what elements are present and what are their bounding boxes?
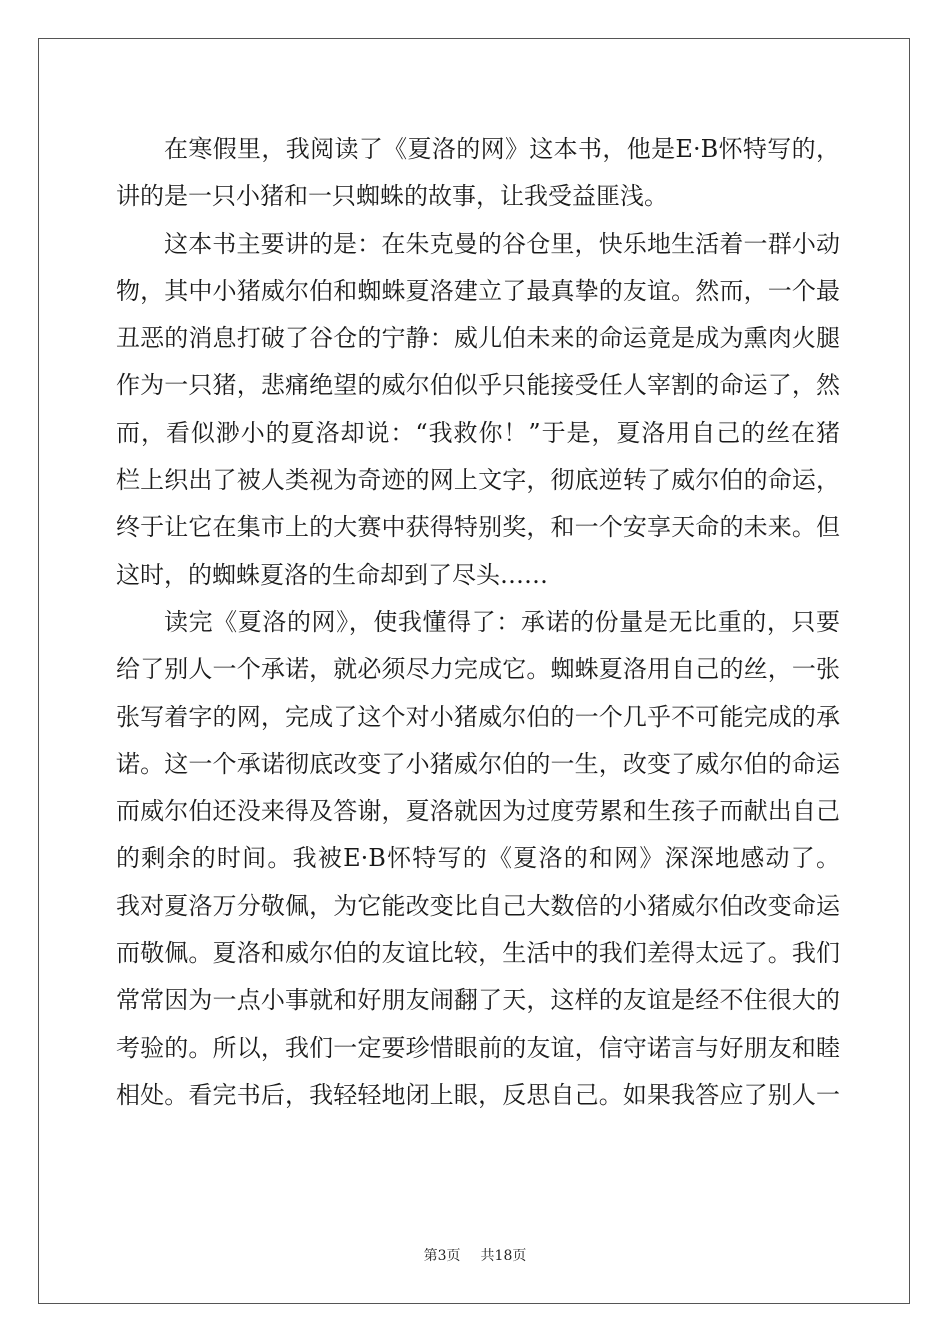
text-line: 张写着字的网，完成了这个对小猪威尔伯的一个几乎不可能完成的承 [116, 702, 840, 731]
page-number: 第3页 [423, 1248, 461, 1264]
text-line: 给了别人一个承诺，就必须尽力完成它。蜘蛛夏洛用自己的丝，一张 [116, 655, 840, 684]
text-line: 而威尔伯还没来得及答谢，夏洛就因为过度劳累和生孩子而献出自己 [116, 797, 840, 826]
text-line: 读完《夏洛的网》，使我懂得了：承诺的份量是无比重的，只要 [164, 607, 840, 636]
text-line: 讲的是一只小猪和一只蜘蛛的故事，让我受益匪浅。 [116, 182, 668, 211]
text-line: 而敬佩。夏洛和威尔伯的友谊比较，生活中的我们差得太远了。我们 [116, 939, 840, 968]
text-line: 物，其中小猪威尔伯和蜘蛛夏洛建立了最真挚的友谊。然而，一个最 [116, 276, 840, 305]
text-line: 我对夏洛万分敬佩，为它能改变比自己大数倍的小猪威尔伯改变命运 [116, 891, 840, 920]
page-footer [0, 1245, 950, 1265]
text-line: 在寒假里，我阅读了《夏洛的网》这本书，他是E·B怀特写的， [164, 135, 840, 163]
text-line: 终于让它在集市上的大赛中获得特别奖，和一个安享天命的未来。但 [116, 513, 840, 542]
text-line: 诺。这一个承诺彻底改变了小猪威尔伯的一生，改变了威尔伯的命运 [116, 749, 840, 778]
text-line: 相处。看完书后，我轻轻地闭上眼，反思自己。如果我答应了别人一 [116, 1080, 840, 1109]
text-line: 考验的。所以，我们一定要珍惜眼前的友谊，信守诺言与好朋友和睦 [116, 1033, 840, 1062]
text-line: 这时，的蜘蛛夏洛的生命却到了尽头…… [116, 560, 548, 589]
text-line: 丑恶的消息打破了谷仓的宁静：威儿伯未来的命运竟是成为熏肉火腿 [116, 324, 840, 353]
text-line: 的剩余的时间。我被E·B怀特写的《夏洛的和网》深深地感动了。 [116, 844, 840, 873]
text-line: 这本书主要讲的是：在朱克曼的谷仓里，快乐地生活着一群小动 [164, 229, 840, 258]
text-line: 而，看似渺小的夏洛却说：“我救你！”于是，夏洛用自己的丝在猪 [116, 418, 840, 447]
text-line: 作为一只猪，悲痛绝望的威尔伯似乎只能接受任人宰割的命运了，然 [116, 371, 840, 400]
text-line: 常常因为一点小事就和好朋友闹翻了天，这样的友谊是经不住很大的 [116, 986, 840, 1015]
body-text [116, 126, 840, 1119]
page-total: 共18页 [480, 1248, 527, 1264]
text-line: 栏上织出了被人类视为奇迹的网上文字，彻底逆转了威尔伯的命运， [116, 466, 840, 495]
